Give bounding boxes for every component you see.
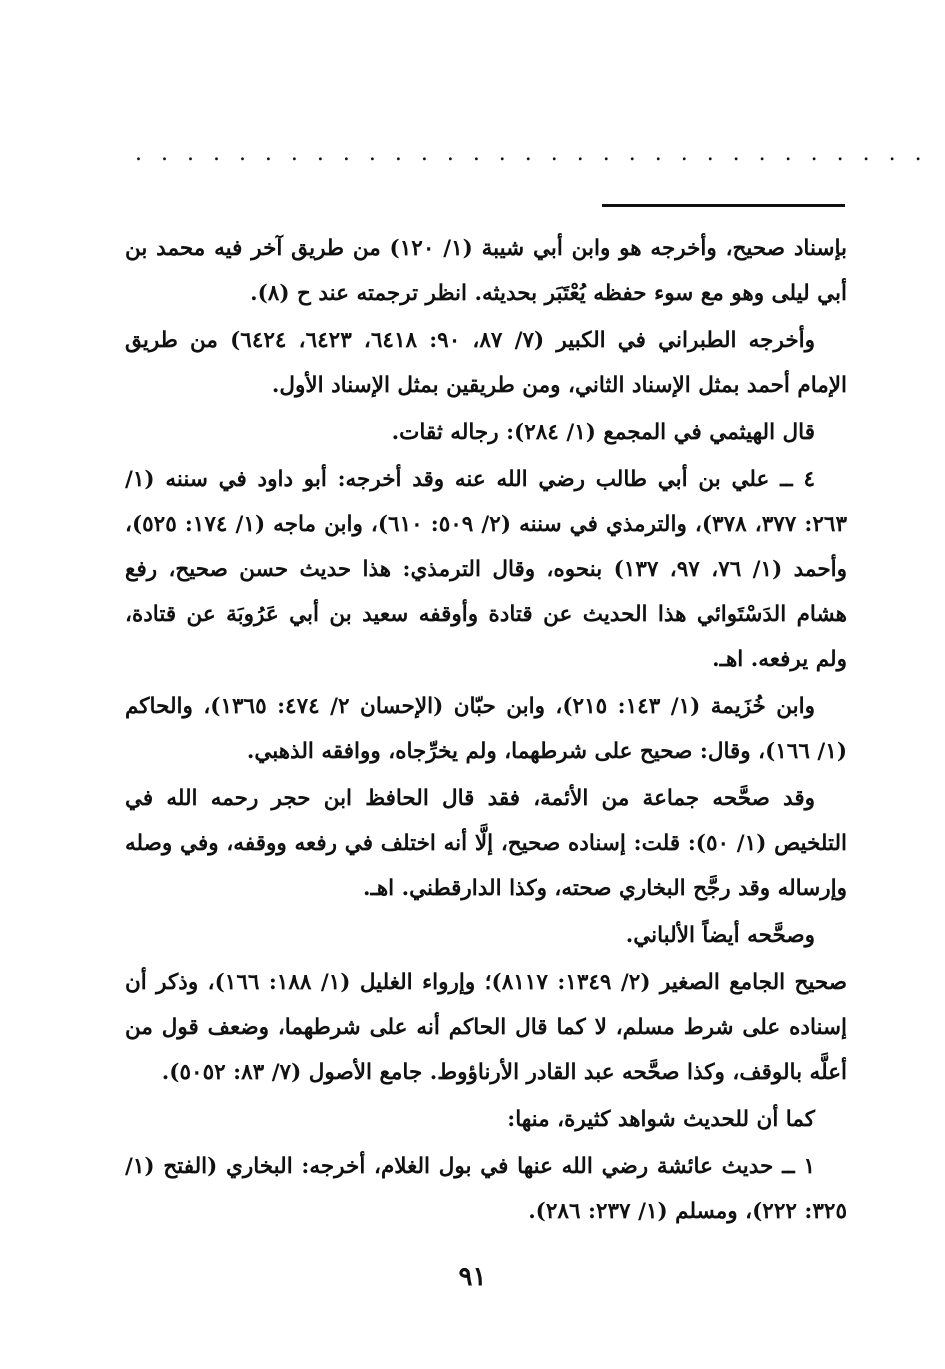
paragraph: كما أن للحديث شواهد كثيرة، منها:	[507, 1107, 815, 1132]
footnote-body	[125, 226, 847, 1236]
page-number: ٩١	[458, 1262, 487, 1292]
paragraph: ٤ ــ علي بن أبي طالب رضي الله عنه وقد أخرجه: أبو داود في سننه (١/ ٢٦٣: ٣٧٧، ٣٧٨)، والترمذي في سننه (٢/ ٥٠٩: ٦١٠)، وابن ماجه (١/ ١٧٤: ٥٢٥)، وأحمد (١/ ٧٦، ٩٧، ١٣٧) بنحوه، وقال الترمذي: هذا حديث حسن صحيح، رفع هشام الدَسْتَوائي هذا الحديث عن قتادة وأوقفه سعيد بن أبي عَرُوبَة عن قتادة، ولم يرفعه. اهـ.	[125, 467, 848, 672]
paragraph: قال الهيثمي في المجمع (١/ ٢٨٤): رجاله ثقات.	[391, 420, 815, 445]
paragraph: وصحَّحه أيضاً الألباني.	[625, 923, 815, 948]
paragraph: وقد صحَّحه جماعة من الأئمة، فقد قال الحافظ ابن حجر رحمه الله في التلخيص (١/ ٥٠): قلت: إسناده صحيح، إلَّا أنه اختلف في رفعه ووقفه، وفي وصله وإرساله وقد رجَّح البخاري صحته، وكذا الدارقطني. اهـ.	[125, 786, 847, 901]
dotted-separator: . . . . . . . . . . . . . . . . . . . . . . . . . . . . . . .	[135, 141, 928, 166]
paragraph: وابن خُزَيمة (١/ ١٤٣: ٢١٥)، وابن حبّان (الإحسان ٢/ ٤٧٤: ١٣٦٥)، والحاكم (١/ ١٦٦)، وقال: صحيح على شرطهما، ولم يخرِّجاه، ووافقه الذهبي.	[125, 694, 847, 764]
paragraph: بإسناد صحيح، وأخرجه هو وابن أبي شيبة (١/ ١٢٠) من طريق آخر فيه محمد بن أبي ليلى وهو مع سوء حفظه يُعْتَبَر بحديثه. انظر ترجمته عند ح (٨).	[125, 236, 847, 306]
paragraph: وأخرجه الطبراني في الكبير (٧/ ٨٧، ٩٠: ٦٤١٨، ٦٤٢٣، ٦٤٢٤) من طريق الإمام أحمد بمثل الإسناد الثاني، ومن طريقين بمثل الإسناد الأول.	[125, 328, 847, 398]
footnote-rule	[602, 204, 845, 207]
paragraph: صحيح الجامع الصغير (٢/ ١٣٤٩: ٨١١٧)؛ وإرواء الغليل (١/ ١٨٨: ١٦٦)، وذكر أن إسناده على شرط مسلم، لا كما قال الحاكم أنه على شرطهما، وضعف قول من أعلَّه بالوقف، وكذا صحَّحه عبد القادر الأرناؤوط. جامع الأصول (٧/ ٨٣: ٥٠٥٢).	[125, 970, 848, 1085]
paragraph: ١ ــ حديث عائشة رضي الله عنها في بول الغلام، أخرجه: البخاري (الفتح (١/ ٣٢٥: ٢٢٢)، ومسلم (١/ ٢٣٧: ٢٨٦).	[125, 1154, 847, 1224]
